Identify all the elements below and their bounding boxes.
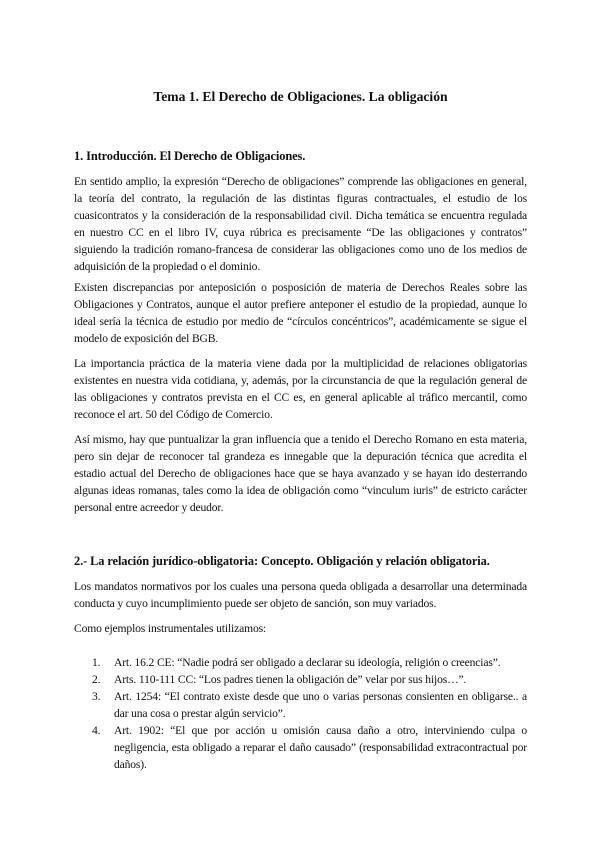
section-1-paragraph-2: Existen discrepancias por anteposición o posposición de materia de Derechos Reales sobre las Obligaciones y Contratos, aunque el autor prefiere anteponer el estudio de la propiedad, aunque lo ideal sería la técnica de estudio por medio de “círculos concéntricos”, académicamente se sigue el modelo de exposición del BGB. bbox=[74, 281, 527, 345]
list-item-text: Art. 16.2 CE: “Nadie podrá ser obligado a declarar su ideología, religión o creencias”. bbox=[114, 656, 501, 669]
section-1-paragraph-4: Así mismo, hay que puntualizar la gran influencia que a tenido el Derecho Romano en esta materia, pero sin dejar de reconocer tal grandeza es innegable que la depuración técnica que acredita el estadio actual del Derecho de obligaciones hace que se haya avanzado y se hayan ido desterrando algunas ideas romanas, tales como la idea de obligación como “vinculum iuris” de estricto carácter personal entre acreedor y deudor. bbox=[74, 433, 527, 514]
list-item-number: 3. bbox=[92, 690, 101, 703]
list-item bbox=[92, 688, 527, 722]
section-1-paragraph-1: En sentido amplio, la expresión “Derecho de obligaciones” comprende las obligaciones en general, la teoría del contrato, la regulación de las distintas figuras contractuales, el estudio de los cuasicontratos y la consideración de la responsabilidad civil. Dicha temática se encuentra regulada en nuestro CC en el libro IV, cuya rúbrica es precisamente “De las obligaciones y contratos” siguiendo la tradición romano-francesa de considerar las obligaciones como uno de los medios de adquisición de la propiedad o el dominio. bbox=[74, 175, 527, 273]
document-title: Tema 1. El Derecho de Obligaciones. La obligación bbox=[153, 89, 448, 104]
list-item-number: 1. bbox=[92, 656, 101, 669]
list-item-text: Art. 1254: “El contrato existe desde que uno o varias personas consienten en obligarse.. a dar una cosa o prestar algún servicio”. bbox=[114, 690, 527, 720]
section-1-heading: 1. Introducción. El Derecho de Obligaciones. bbox=[74, 149, 306, 163]
examples-list bbox=[92, 654, 527, 773]
list-item bbox=[92, 654, 527, 671]
section-1-paragraph-3: La importancia práctica de la materia viene dada por la multiplicidad de relaciones obligatorias existentes en nuestra vida cotidiana, y, además, por la circunstancia de que la regulación general de las obligaciones y contratos prevista en el CC es, en general aplicable al tráfico mercantil, como reconoce el art. 50 del Código de Comercio. bbox=[74, 357, 527, 421]
section-2-heading: 2.- La relación jurídico-obligatoria: Concepto. Obligación y relación obligatoria. bbox=[74, 554, 490, 568]
list-item-number: 4. bbox=[92, 724, 101, 737]
list-item-number: 2. bbox=[92, 673, 101, 686]
list-item bbox=[92, 671, 527, 688]
section-2-paragraph-1: Los mandatos normativos por los cuales una persona queda obligada a desarrollar una determinada conducta y cuyo incumplimiento puede ser objeto de sanción, son muy variados. bbox=[74, 580, 527, 610]
list-item-text: Art. 1902: “El que por acción u omisión causa daño a otro, interviniendo culpa o negligencia, esta obligado a reparar el daño causado” (responsabilidad extracontractual por daños). bbox=[114, 724, 527, 771]
list-item-text: Arts. 110-111 CC: “Los padres tienen la obligación de” velar por sus hijos…”. bbox=[114, 673, 467, 686]
list-item bbox=[92, 722, 527, 773]
section-2-paragraph-2: Como ejemplos instrumentales utilizamos: bbox=[74, 622, 267, 635]
